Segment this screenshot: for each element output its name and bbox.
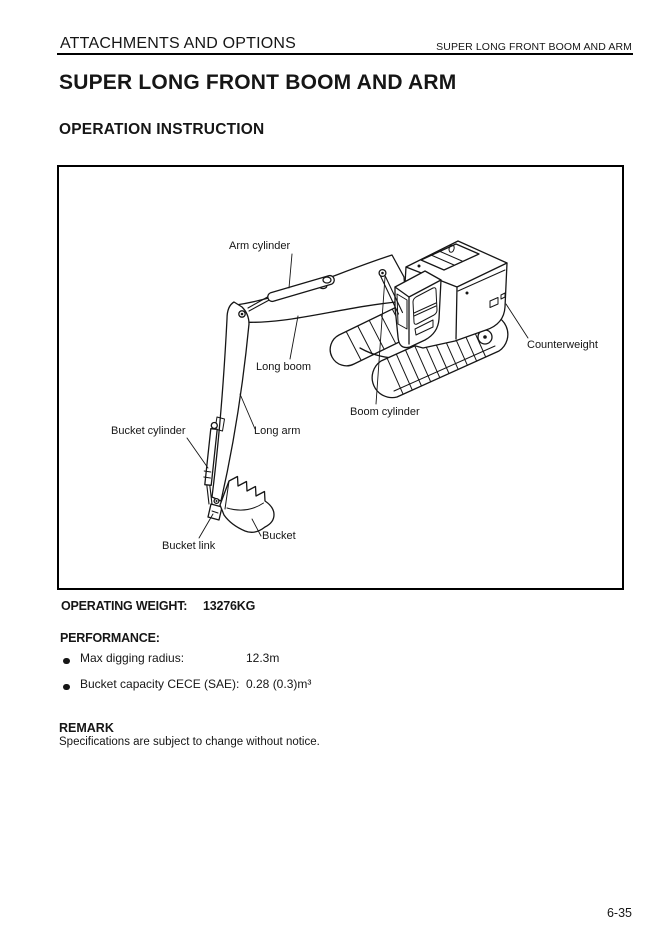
figure-box bbox=[57, 165, 624, 590]
performance-label: PERFORMANCE: bbox=[60, 631, 160, 645]
figure-label-long-boom: Long boom bbox=[256, 361, 312, 373]
operating-weight-label: OPERATING WEIGHT: bbox=[61, 599, 188, 613]
running-header-right: SUPER LONG FRONT BOOM AND ARM bbox=[436, 41, 632, 53]
spec-item-value: 12.3m bbox=[246, 651, 280, 665]
spec-item-row bbox=[63, 651, 280, 667]
remark-text: Specifications are subject to change without notice. bbox=[59, 736, 320, 748]
excavator-line-drawing bbox=[59, 167, 622, 588]
figure-label-bucket-link: Bucket link bbox=[162, 540, 216, 552]
operating-weight-value: 13276KG bbox=[203, 599, 256, 613]
figure-label-long-arm: Long arm bbox=[254, 425, 301, 437]
figure-label-bucket-cylinder: Bucket cylinder bbox=[111, 425, 186, 437]
running-header-left: ATTACHMENTS AND OPTIONS bbox=[60, 35, 297, 52]
spec-item-label: Bucket capacity CECE (SAE): bbox=[80, 677, 240, 691]
spec-item-label: Max digging radius: bbox=[80, 651, 185, 665]
bullet-icon bbox=[63, 684, 70, 691]
figure-label-boom-cylinder: Boom cylinder bbox=[350, 406, 420, 418]
page-number: 6-35 bbox=[606, 906, 632, 920]
spec-item-value: 0.28 (0.3)m³ bbox=[246, 677, 312, 691]
figure-label-counterweight: Counterweight bbox=[527, 339, 598, 351]
figure-label-bucket: Bucket bbox=[262, 530, 296, 542]
bucket-shape bbox=[220, 477, 274, 533]
page-title: SUPER LONG FRONT BOOM AND ARM bbox=[59, 71, 457, 94]
section-title: OPERATION INSTRUCTION bbox=[59, 121, 265, 138]
bucket-link-shape bbox=[208, 499, 222, 520]
figure-label-arm-cylinder: Arm cylinder bbox=[229, 240, 291, 252]
remark-title: REMARK bbox=[59, 721, 114, 735]
header-rule bbox=[57, 53, 633, 55]
spec-item-row bbox=[63, 677, 312, 693]
bullet-icon bbox=[63, 658, 70, 665]
